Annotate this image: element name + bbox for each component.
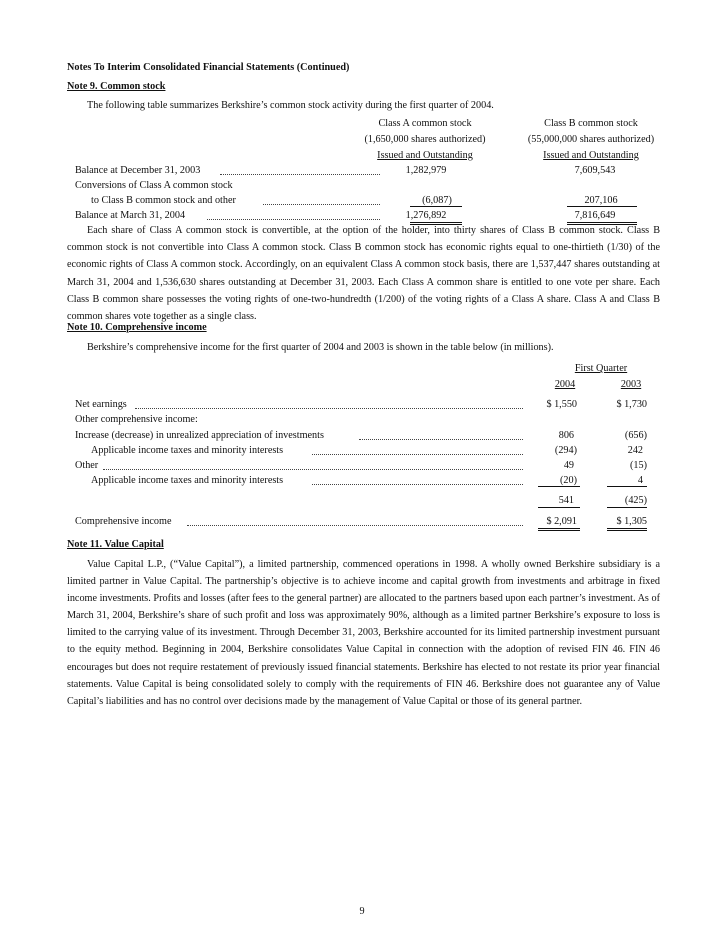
table-cell-b: $ 1,305 xyxy=(616,516,647,527)
note10-intro: Berkshire’s comprehensive income for the first quarter of 2004 and 2003 is shown in the table below (in millions). xyxy=(87,342,554,353)
table-cell-b: 242 xyxy=(627,445,643,456)
table-cell-a: $ 1,550 xyxy=(546,399,577,410)
subtotal-cell-b: (425) xyxy=(624,495,647,506)
total-rule xyxy=(607,530,647,531)
leader-dots xyxy=(207,219,380,220)
subtotal-rule xyxy=(538,507,580,508)
total-rule xyxy=(607,528,647,529)
leader-dots xyxy=(103,469,523,470)
table-row-label: Net earnings xyxy=(75,399,127,410)
year-header-2003: 2003 xyxy=(620,379,642,390)
table-row-label: Conversions of Class A common stock xyxy=(75,180,233,191)
note11-heading: Note 11. Value Capital xyxy=(67,539,164,550)
subtotal-cell-a: 541 xyxy=(558,495,574,506)
table-cell-b: 7,816,649 xyxy=(574,210,616,221)
leader-dots xyxy=(135,408,523,409)
table-cell-a: 1,276,892 xyxy=(405,210,447,221)
table-cell-b: (15) xyxy=(630,460,647,471)
table-row-label: Other xyxy=(75,460,99,471)
leader-dots xyxy=(220,174,380,175)
table-row-label: to Class B common stock and other xyxy=(91,195,236,206)
table-cell-b: 207,106 xyxy=(584,195,618,206)
subtotal-rule xyxy=(607,486,647,487)
col-b-header-line2: (55,000,000 shares authorized) xyxy=(527,134,655,145)
total-rule xyxy=(538,528,580,529)
subtotal-rule xyxy=(567,206,637,207)
table-cell-a: (6,087) xyxy=(422,195,452,206)
table-cell-b: 4 xyxy=(637,475,643,486)
table-cell-a: $ 2,091 xyxy=(546,516,577,527)
note9-paragraph: Each share of Class A common stock is convertible, at the option of the holder, into thirty shares of Class B common stock. Class B common stock is not convertible into Class A common stock. Class B common stock has economic rights equal to one-thirtieth (1/30) of the economic rights of Class A common stock. Accordingly, on an equivalent Class A common stock basis, there are 1,537,447 shares outstanding at March 31, 2004 and 1,536,630 shares outstanding at December 31, 2003. Each Class A common share is entitled to one vote per share. Each Class B common share possesses the voting rights of one-two-hundredth (1/200) of the voting rights of a Class A share. Class A and Class B common shares vote together as a single class. xyxy=(67,225,660,323)
col-b-header-line3: Issued and Outstanding xyxy=(543,150,639,161)
table-row-label: Comprehensive income xyxy=(75,516,172,527)
period-header: First Quarter xyxy=(574,363,628,374)
leader-dots xyxy=(312,454,523,455)
table-row-label: Other comprehensive income: xyxy=(75,414,198,425)
table-cell-b: 7,609,543 xyxy=(574,165,616,176)
col-a-header-line2: (1,650,000 shares authorized) xyxy=(364,134,486,145)
subtotal-rule xyxy=(410,206,462,207)
leader-dots xyxy=(312,484,523,485)
table-cell-b: $ 1,730 xyxy=(616,399,647,410)
table-cell-a: 806 xyxy=(558,430,574,441)
col-b-header-line1: Class B common stock xyxy=(544,118,638,129)
table-cell-a: (20) xyxy=(560,475,577,486)
table-cell-a: (294) xyxy=(554,445,577,456)
document-title: Notes To Interim Consolidated Financial Statements (Continued) xyxy=(67,62,350,73)
note10-heading: Note 10. Comprehensive income xyxy=(67,322,207,333)
leader-dots xyxy=(263,204,380,205)
note11-paragraph: Value Capital L.P., (“Value Capital”), a limited partnership, commenced operations in 1998. A wholly owned Berkshire subsidiary is a limited partner in Value Capital. The partnership’s objective is to achieve income and capital growth from investments and arbitrage in fixed income investments. Profits and losses (after fees to the general partner) are allocated to the partners based upon each partner’s investment. As of March 31, 2004, Berkshire’s share of such profit and loss was approximately 90%, although as a limited partner Berkshire’s exposure to loss is limited to the carrying value of its investment. Through December 31, 2003, Berkshire accounted for its limited partnership investment pursuant to the equity method. Beginning in 2004, Berkshire consolidates Value Capital in connection with the adoption of revised FIN 46. FIN 46 encourages but does not require restatement of previously issued financial statements. Berkshire has elected to not restate its prior year financial statements. Value Capital is being consolidated solely to comply with the requirements of FIN 46. Berkshire does not guarantee any of Value Capital’s liabilities and has no control over decisions made by the management of Value Capital or those of its general partner. xyxy=(67,559,660,707)
note9-intro: The following table summarizes Berkshire’s common stock activity during the first quarter of 2004. xyxy=(87,100,494,111)
table-cell-a: 1,282,979 xyxy=(405,165,447,176)
subtotal-rule xyxy=(538,486,580,487)
year-header-2004: 2004 xyxy=(554,379,576,390)
note9-heading: Note 9. Common stock xyxy=(67,81,166,92)
table-row-label: Balance at March 31, 2004 xyxy=(75,210,186,221)
table-row-label: Applicable income taxes and minority interests xyxy=(91,475,284,486)
leader-dots xyxy=(359,439,523,440)
total-rule xyxy=(538,530,580,531)
table-row-label: Applicable income taxes and minority interests xyxy=(91,445,284,456)
leader-dots xyxy=(187,525,523,526)
table-row-label: Increase (decrease) in unrealized appreciation of investments xyxy=(75,430,324,441)
subtotal-rule xyxy=(607,507,647,508)
table-row-label: Balance at December 31, 2003 xyxy=(75,165,201,176)
page-number: 9 xyxy=(359,906,365,917)
col-a-header-line3: Issued and Outstanding xyxy=(377,150,473,161)
table-cell-a: 49 xyxy=(563,460,574,471)
table-cell-b: (656) xyxy=(624,430,647,441)
col-a-header-line1: Class A common stock xyxy=(378,118,472,129)
